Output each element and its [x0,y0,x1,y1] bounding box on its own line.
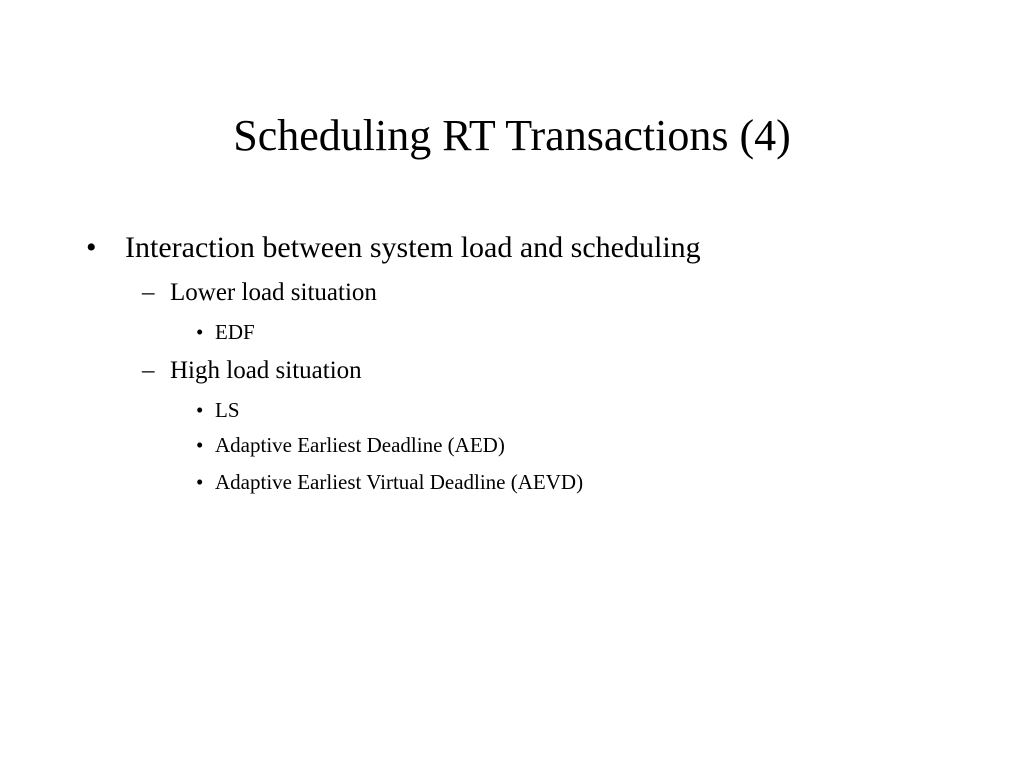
bullet-text: High load situation [170,357,362,384]
bullet-marker: • [196,398,204,422]
slide-title: Scheduling RT Transactions (4) [233,111,791,160]
dash-marker: – [142,279,155,306]
bullet-text: Adaptive Earliest Deadline (AED) [215,433,505,457]
bullet-text: Interaction between system load and scheduling [125,231,701,264]
bullet-text: EDF [215,320,255,344]
bullet-text: Adaptive Earliest Virtual Deadline (AEVD) [215,470,584,494]
bullet-marker: • [86,231,97,264]
bullet-text: LS [215,398,240,422]
bullet-marker: • [196,470,204,494]
bullet-marker: • [196,320,204,344]
dash-marker: – [142,357,155,384]
bullet-marker: • [196,433,204,457]
bullet-text: Lower load situation [170,279,377,306]
